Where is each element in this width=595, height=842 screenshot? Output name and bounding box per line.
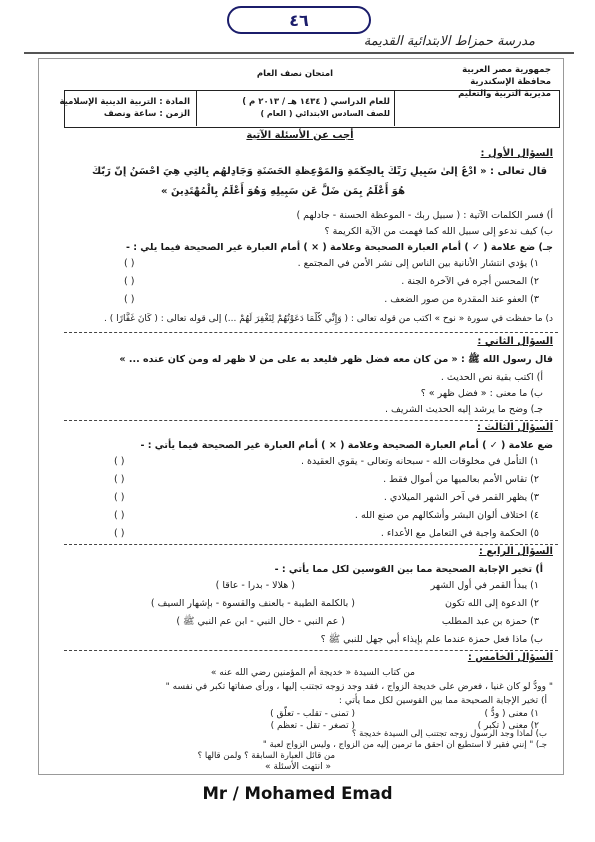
q1-verse-line1: قال تعالى : « ادْعُ إِلَىٰ سَبِيلِ رَبِّكَ بِالْحِكْمَةِ وَالْمَوْعِظَةِ الْحَسَنَةِ وَجَادِلْهُم بِالَّتِي هِيَ أَحْسَنُ إِنَّ رَبَّكَ (92, 166, 547, 177)
header-directorate: مديرية التربية والتعليم (458, 89, 551, 99)
q3-item-3: ٣) يظهر القمر في آخر الشهر الميلادي . (383, 492, 539, 503)
q3-answer-blank-3: ( ) (114, 492, 125, 503)
q3-item-1: ١) التأمل في مخلوقات الله - سبحانه وتعالى - يقوي العقيدة . (300, 456, 539, 467)
q2-part-a: أ) اكتب بقية نص الحديث . (440, 372, 543, 383)
q3-answer-blank-5: ( ) (114, 528, 125, 539)
q3-answer-blank-2: ( ) (114, 474, 125, 485)
school-name: مدرسة حمزاط الابتدائية القديمة (363, 34, 535, 49)
end-of-questions: « انتهت الأسئلة » (265, 762, 331, 772)
q5-part-c: جـ) " إنني فقير لا أستطيع أن أحقق ما ترمين إليه من الزواج ، وليس الزواج لعبة " (262, 740, 547, 750)
q4-options-2: ( بالكلمة الطيبة - بالعنف والقسوة - بإشهار السيف ) (150, 598, 355, 609)
q5-part-b: ب) لماذا وجد الرسول زوجه تجتنب إلى السيدة خديجة ؟ (351, 729, 547, 739)
subject-info (59, 96, 190, 120)
q4-item-2: ٢) الدعوة إلى الله تكون (445, 598, 539, 609)
q5-item-1: ١) معنى ( ودُّ ) (484, 709, 539, 719)
q2-heading: السؤال الثاني : (477, 336, 553, 347)
q2-part-b: ب) ما معنى : « فضل ظهر » ؟ (420, 388, 543, 399)
q4-item-3: ٣) حمزة بن عبد المطلب (441, 616, 539, 627)
grade-label: للصف السادس الابتدائي ( العام ) (260, 109, 390, 118)
q1-heading: السؤال الأول : (480, 148, 553, 159)
q1-part-c: جـ) ضع علامة ( ✓ ) أمام العبارة الصحيحة وعلامة ( × ) أمام العبارة غير الصحيحة فيما يلي : - (125, 242, 553, 253)
year-info (202, 96, 390, 120)
q3-intro: ضع علامة ( ✓ ) أمام العبارة الصحيحة وعلامة ( × ) أمام العبارة غير الصحيحة فيما يأتي : - (140, 440, 553, 451)
q2-part-c: جـ) وضح ما يرشد إليه الحديث الشريف . (385, 404, 543, 415)
q1-part-b: ب) كيف ندعو إلى سبيل الله كما فهمت من الآية الكريمة ؟ (324, 226, 553, 237)
instruction: أجب عن الأسئلة الآتية (246, 130, 354, 141)
q4-item-1: ١) يبدأ القمر في أول الشهر (430, 580, 539, 591)
q1-item-2: ٢) المحسن أجره في الآخرة الجنة . (401, 276, 539, 287)
info-box-divider (196, 90, 197, 126)
year-label: للعام الدراسي ( ١٤٣٤ هـ / ٢٠١٣ م ) (242, 97, 390, 107)
q3-answer-blank-4: ( ) (114, 510, 125, 521)
header-divider (24, 52, 574, 54)
q5-part-c-question: من قائل العبارة السابقة ؟ ولمن قالها ؟ (197, 751, 335, 761)
q4-options-1: ( هلالا - بدرا - عاقا ) (215, 580, 295, 591)
q5-part-a: أ) تخير الإجابة الصحيحة مما بين القوسين لكل مما يأتي : (338, 696, 547, 706)
q4-options-3: ( عم النبي - خال النبي - ابن عم النبي ﷺ ) (176, 616, 345, 627)
q3-item-4: ٤) اختلاف ألوان البشر وأشكالهم من صنع الله . (354, 510, 539, 521)
section-divider (64, 332, 558, 333)
subject-label: المادة : التربية الدينية الإسلامية (59, 97, 190, 107)
q5-quote: " وودُّ لو كان غنيا ، فعرض على خديجة الزواج ، فقد وجد زوجه تجتنب إليها ، ورأى صفاتها تكبر في نفسه " (165, 682, 553, 692)
author-signature: Mr / Mohamed Emad (202, 784, 393, 803)
q5-heading: السؤال الخامس : (467, 652, 553, 663)
q3-item-2: ٢) تقاس الأمم بعالميها من أموال فقط . (383, 474, 539, 485)
page-number-banner (0, 0, 595, 30)
header-governorate: محافظة الإسكندرية (470, 77, 551, 87)
q5-item-2: ٢) معنى ( تكبر ) (477, 721, 539, 731)
q4-part-a: أ) تخير الإجابة الصحيحة مما بين القوسين لكل مما يأتي : - (274, 564, 543, 575)
q1-answer-blank-3: ( ) (124, 294, 135, 305)
exam-title: امتحان نصف العام (256, 69, 334, 79)
q3-answer-blank-1: ( ) (114, 456, 125, 467)
q1-part-a: أ) فسر الكلمات الآتية : ( سبيل ربك - الموعظة الحسنة - جادلهم ) (296, 210, 553, 221)
q5-source: من كتاب السيدة « خديجة أم المؤمنين رضي الله عنه » (210, 668, 415, 678)
page-number: ٤٦ (227, 6, 371, 34)
q1-verse-line2: هُوَ أَعْلَمُ بِمَن ضَلَّ عَن سَبِيلِهِ وَهُوَ أَعْلَمُ بِالْمُهْتَدِينَ » (161, 186, 405, 197)
q5-options-2: ( تصغر - تقل - تعظم ) (270, 721, 355, 731)
section-divider (64, 420, 558, 421)
q4-part-b: ب) ماذا فعل حمزة عندما علم بإيذاء أبي جهل للنبي ﷺ ؟ (320, 634, 543, 645)
q1-part-d: د) ما حفظت في سورة « نوح » اكتب من قوله تعالى : ( وَإِنِّي كُلَّمَا دَعَوْتُهُمْ لِتَغْفِرَ لَهُمْ ...) إلى قوله تعالى : ( كَانَ غَفَّارًا ) . (104, 314, 553, 324)
q5-options-1: ( تمنى - تقلب - تعلّق ) (270, 709, 355, 719)
section-divider (64, 544, 558, 545)
q1-item-3: ٣) العفو عند المقدرة من صور الضعف . (384, 294, 539, 305)
q2-hadith: قال رسول الله ﷺ : « من كان معه فضل ظهر فليعد به على من لا ظهر له ومن كان عنده ... » (119, 354, 553, 365)
q1-item-1: ١) يؤدي انتشار الأنانية بين الناس إلى نشر الأمن في المجتمع . (297, 258, 539, 269)
section-divider (64, 650, 558, 651)
time-label: الزمن : ساعة ونصف (103, 109, 190, 119)
q3-heading: السؤال الثالث : (476, 422, 553, 433)
q1-answer-blank-2: ( ) (124, 276, 135, 287)
q1-answer-blank-1: ( ) (124, 258, 135, 269)
info-box-divider (394, 90, 395, 126)
header-country: جمهورية مصر العربية (462, 65, 551, 75)
q3-item-5: ٥) الحكمة واجبة في التعامل مع الأعداء . (380, 528, 539, 539)
q4-heading: السؤال الرابع : (478, 546, 553, 557)
